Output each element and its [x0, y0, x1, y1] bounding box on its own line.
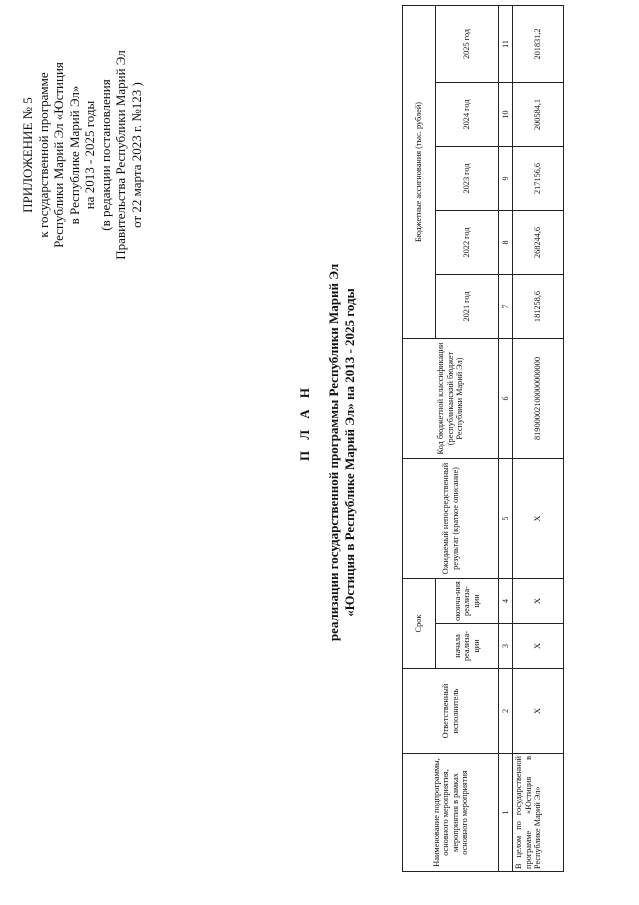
row-name: В целом по государственной программе «Юстиция в Республике Марий Эл»	[513, 754, 564, 872]
row-value: 201831,2	[513, 5, 564, 82]
header-budget: Бюджетные ассигнования (тыс. рублей)	[403, 5, 436, 338]
column-number: 4	[499, 579, 513, 624]
appendix-line: на 2013 - 2025 годы	[82, 100, 97, 210]
column-number: 9	[499, 147, 513, 211]
appendix-line: Республики Марий Эл «Юстиция	[51, 62, 66, 248]
column-number: 3	[499, 624, 513, 669]
plan-subtitle	[326, 60, 358, 845]
header-year: 2024 год	[436, 83, 499, 147]
header-term-start: начала реализа-ции	[436, 624, 499, 669]
header-row-1	[403, 5, 436, 871]
column-number: 2	[499, 669, 513, 754]
header-executor: Ответственный исполнитель	[403, 669, 499, 754]
column-number: 6	[499, 339, 513, 459]
subtitle-line-1: реализации государственной программы Республики Марий Эл	[326, 263, 341, 642]
appendix-line: к государственной программе	[35, 72, 51, 238]
header-year: 2022 год	[436, 211, 499, 275]
header-result: Ожидаемый непосредственный результат (краткое описание)	[403, 459, 499, 579]
header-code: Код бюджетной классификации (республиканский бюджет Республики Марий Эл)	[403, 339, 499, 459]
appendix-line: ПРИЛОЖЕНИЕ № 5	[20, 97, 35, 213]
subtitle-line-2: «Юстиция в Республике Марий Эл» на 2013 - 2025 годы	[342, 288, 357, 617]
appendix-line: Правительства Республики Марий Эл	[113, 50, 128, 260]
column-number-row	[499, 5, 513, 871]
appendix-line: (в редакции постановления	[97, 79, 113, 231]
row-term-start: Х	[513, 624, 564, 669]
row-result: Х	[513, 459, 564, 579]
column-number: 5	[499, 459, 513, 579]
header-year: 2025 год	[436, 5, 499, 82]
header-name: Наименование подпрограммы, основного мероприятия, мероприятия в рамках основного мероприятия	[403, 754, 499, 872]
appendix-block	[20, 10, 144, 300]
row-executor: Х	[513, 669, 564, 754]
plan-title: П Л А Н	[297, 383, 312, 462]
appendix-line: от 22 марта 2023 г. №123 )	[128, 82, 144, 228]
column-number: 11	[499, 5, 513, 82]
column-number: 1	[499, 754, 513, 872]
column-number: 7	[499, 275, 513, 339]
row-value: 268244,6	[513, 211, 564, 275]
header-year: 2021 год	[436, 275, 499, 339]
header-term: Срок	[403, 579, 436, 669]
appendix-line: в Республике Марий Эл»	[66, 85, 82, 225]
row-term-end: Х	[513, 579, 564, 624]
header-term-end: оконча-ния реализа-ции	[436, 579, 499, 624]
row-value: 217156,6	[513, 147, 564, 211]
row-value: 200584,1	[513, 83, 564, 147]
column-number: 10	[499, 83, 513, 147]
table-row	[513, 5, 564, 871]
row-code: 81900002100000000000	[513, 339, 564, 459]
plan-table	[402, 5, 564, 872]
header-year: 2023 год	[436, 147, 499, 211]
row-value: 181258,6	[513, 275, 564, 339]
column-number: 8	[499, 211, 513, 275]
